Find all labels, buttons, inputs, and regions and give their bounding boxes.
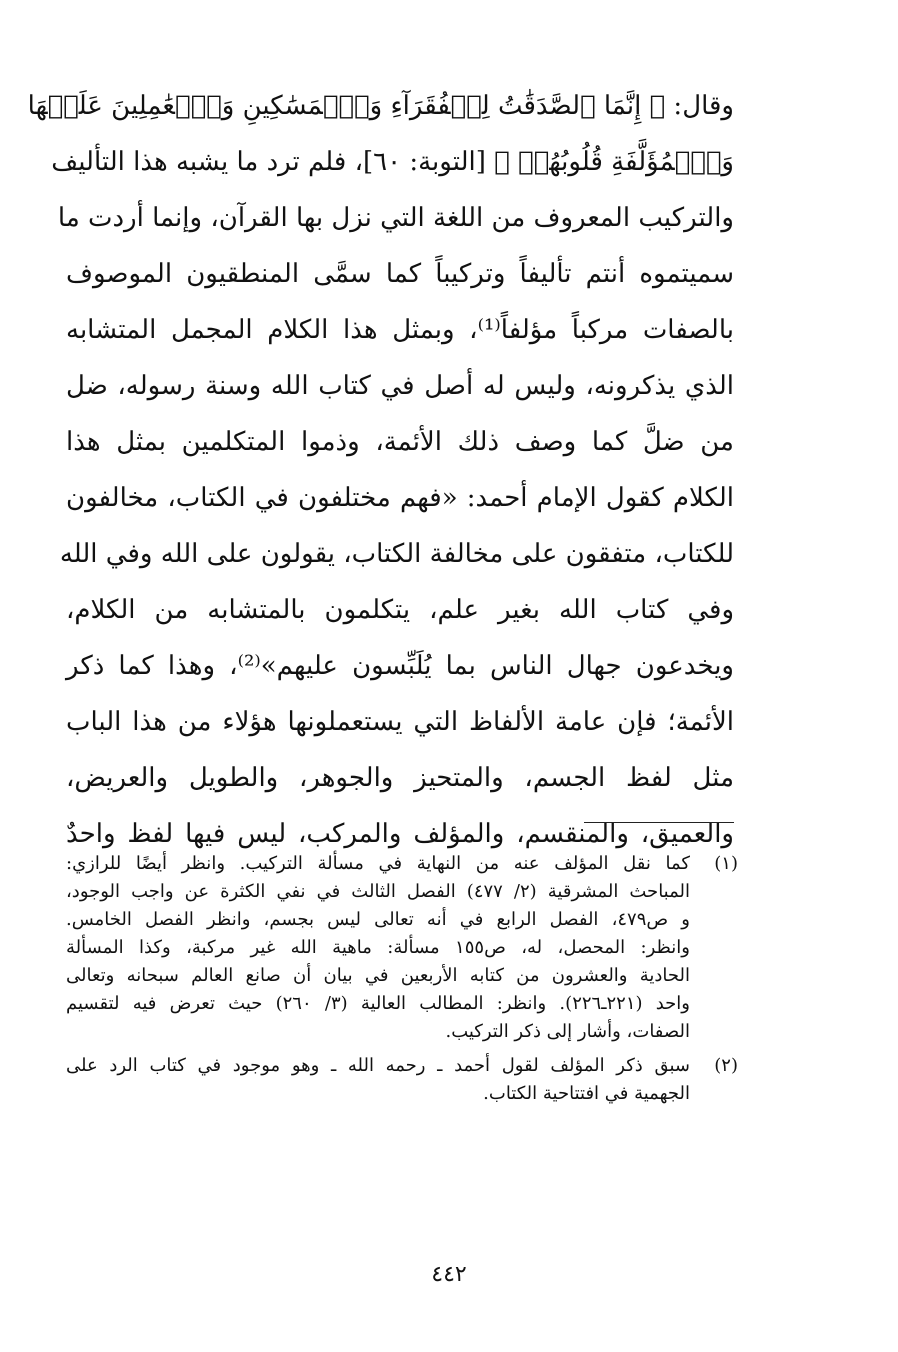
footnote-line: الجهمية في افتتاحية الكتاب. <box>483 1083 690 1104</box>
text-line: الكلام كقول الإمام أحمد: «فهم مختلفون في الكتاب، مخالفون <box>66 483 734 513</box>
text-line: وَٱلۡمُؤَلَّفَةِ قُلُوبُهُمۡ ﴾ [التوبة: ٦٠]، فلم ترد ما يشبه هذا التأليف <box>51 147 734 177</box>
footnotes <box>66 850 738 1114</box>
main-text <box>27 78 734 862</box>
footnote-line: كما نقل المؤلف عنه من النهاية في مسألة التركيب. وانظر أيضًا للرازي: <box>66 853 690 874</box>
footnote-line: الحادية والعشرون من كتابه الأربعين في بيان أن صانع العالم سبحانه وتعالى <box>66 965 690 986</box>
text-line: بالصفات مركباً مؤلفاً⁽¹⁾، وبمثل هذا الكلام المجمل المتشابه <box>66 315 734 345</box>
text-line: الذي يذكرونه، وليس له أصل في كتاب الله وسنة رسوله، ضل <box>66 371 734 401</box>
text-line: مثل لفظ الجسم، والمتحيز والجوهر، والطويل والعريض، <box>66 763 734 793</box>
footnote-1 <box>66 850 738 1046</box>
footnote-line: المباحث المشرقية (٢/ ٤٧٧) الفصل الثالث في نفي الكثرة عن واجب الوجود، <box>66 881 690 902</box>
footnote-number: (١) <box>714 853 738 874</box>
text-line: وقال: ﴿ إِنَّمَا ٱلصَّدَقَٰتُ لِلۡفُقَرَآءِ وَٱلۡمَسَٰكِينِ وَٱلۡعَٰمِلِينَ عَلَيۡهَا <box>27 91 734 121</box>
text-line: الأئمة؛ فإن عامة الألفاظ التي يستعملونها هؤلاء من هذا الباب <box>66 707 734 737</box>
footnote-line: الصفات، وأشار إلى ذكر التركيب. <box>445 1021 690 1042</box>
footnote-line: سبق ذكر المؤلف لقول أحمد ـ رحمه الله ـ وهو موجود في كتاب الرد على <box>66 1055 690 1076</box>
footnote-number: (٢) <box>714 1055 738 1076</box>
footnote-2 <box>66 1052 738 1108</box>
page-number: ٤٤٢ <box>431 1262 467 1287</box>
footnote-line: وانظر: المحصل، له، ص١٥٥ مسألة: ماهية الله غير مركبة، وكذا المسألة <box>66 937 690 958</box>
text-line: وفي كتاب الله بغير علم، يتكلمون بالمتشابه من الكلام، <box>66 595 734 625</box>
footnote-divider <box>584 822 734 823</box>
text-line: للكتاب، متفقون على مخالفة الكتاب، يقولون على الله وفي الله <box>59 539 734 569</box>
footnote-line: واحد (٢٢١ـ٢٢٦). وانظر: المطالب العالية (٣/ ٢٦٠) حيث تعرض فيه لتقسيم <box>66 993 690 1014</box>
text-line: والعميق، والمنقسم، والمؤلف والمركب، ليس فيها لفظ واحدٌ <box>66 819 734 849</box>
text-line: والتركيب المعروف من اللغة التي نزل بها القرآن، وإنما أردت ما <box>57 203 734 233</box>
footnote-line: و ص٤٧٩، الفصل الرابع في أنه تعالى ليس بجسم، وانظر الفصل الخامس. <box>66 909 690 930</box>
text-line: من ضلَّ كما وصف ذلك الأئمة، وذموا المتكلمين بمثل هذا <box>66 427 734 457</box>
text-line: سميتموه أنتم تأليفاً وتركيباً كما سمَّى المنطقيون الموصوف <box>66 259 734 289</box>
text-line: ويخدعون جهال الناس بما يُلَبِّسون عليهم»⁽²⁾، وهذا كما ذكر <box>66 651 734 681</box>
